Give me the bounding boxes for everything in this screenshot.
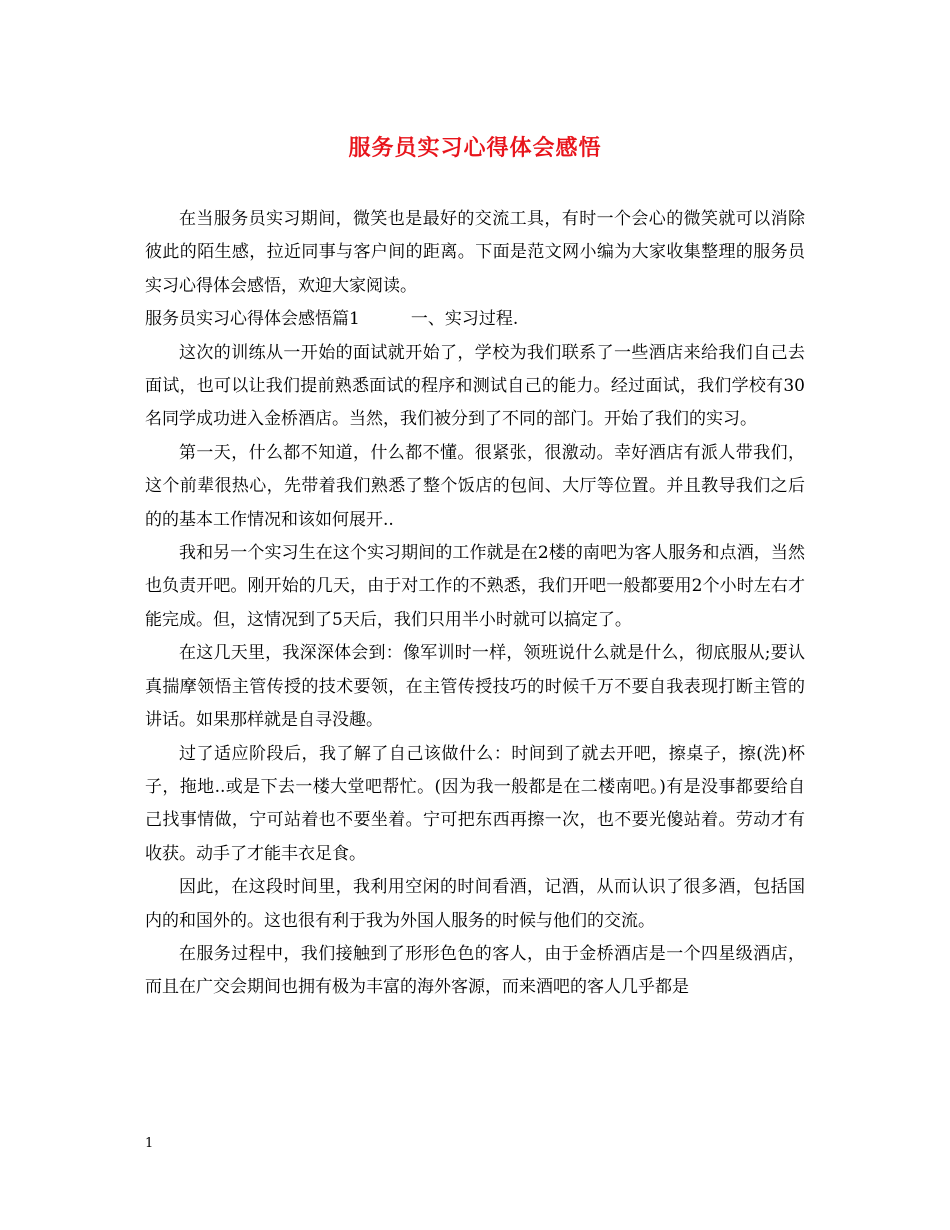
body-paragraph-5: 过了适应阶段后，我了解了自己该做什么：时间到了就去开吧，擦桌子，擦(洗)杯子，拖地..或是下去一楼大堂吧帮忙。(因为我一般都是在二楼南吧。)有是没事都要给自己找事情做，宁可站着也不要坐着。宁可把东西再擦一次，也不要光傻站着。劳动才有收获。动手了才能丰衣足食。: [145, 743, 805, 864]
body-paragraph-6: 因此，在这段时间里，我利用空闲的时间看酒，记酒，从而认识了很多酒，包括国内的和国外的。这也很有利于我为外国人服务的时候与他们的交流。: [145, 877, 805, 931]
document-body: [145, 203, 805, 1005]
page-number: 1: [145, 1136, 154, 1151]
body-paragraph-2: 第一天，什么都不知道，什么都不懂。很紧张，很激动。幸好酒店有派人带我们，这个前辈很热心，先带着我们熟悉了整个饭店的包间、大厅等位置。并且教导我们之后的的基本工作情况和该如何展开..: [145, 442, 805, 530]
section-heading: 服务员实习心得体会感悟篇1 一、实习过程.: [145, 309, 519, 330]
body-paragraph-1: 这次的训练从一开始的面试就开始了，学校为我们联系了一些酒店来给我们自己去面试，也可以让我们提前熟悉面试的程序和测试自己的能力。经过面试，我们学校有30名同学成功进入金桥酒店。当然，我们被分到了不同的部门。开始了我们的实习。: [145, 342, 805, 430]
document-title: 服务员实习心得体会感悟: [348, 135, 602, 161]
body-paragraph-3: 我和另一个实习生在这个实习期间的工作就是在2楼的南吧为客人服务和点酒，当然也负责开吧。刚开始的几天，由于对工作的不熟悉，我们开吧一般都要用2个小时左右才能完成。但，这情况到了5天后，我们只用半小时就可以搞定了。: [145, 543, 805, 630]
intro-paragraph: 在当服务员实习期间，微笑也是最好的交流工具，有时一个会心的微笑就可以消除彼此的陌生感，拉近同事与客户间的距离。下面是范文网小编为大家收集整理的服务员实习心得体会感悟，欢迎大家阅读。: [145, 209, 805, 296]
body-paragraph-7: 在服务过程中，我们接触到了形形色色的客人，由于金桥酒店是一个四星级酒店，而且在广交会期间也拥有极为丰富的海外客源，而来酒吧的客人几乎都是: [145, 943, 805, 998]
body-paragraph-4: 在这几天里，我深深体会到：像军训时一样，领班说什么就是什么，彻底服从;要认真揣摩领悟主管传授的技术要领，在主管传授技巧的时候千万不要自我表现打断主管的讲话。如果那样就是自寻没趣。: [145, 643, 805, 731]
